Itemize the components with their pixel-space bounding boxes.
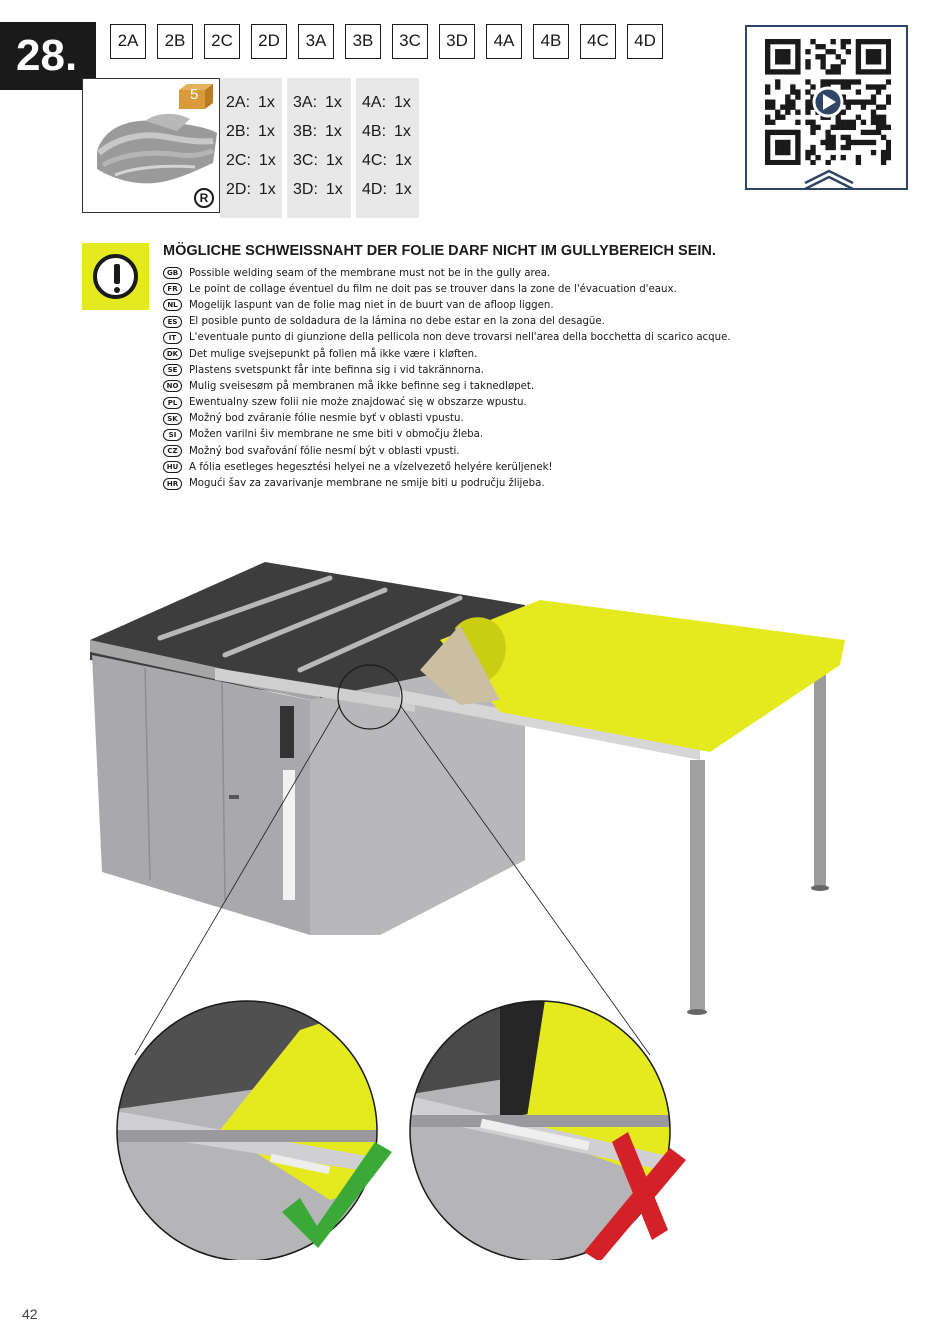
language-badge: GB (163, 267, 182, 279)
quantity-row (356, 123, 419, 152)
translation-row (163, 443, 731, 459)
quantity-row (220, 123, 282, 152)
quantity-value: 1x (394, 94, 411, 111)
variant-2b: 2B (157, 24, 193, 59)
variant-3a: 3A (298, 24, 334, 59)
quantity-value: 1x (394, 123, 411, 140)
variant-2a: 2A (110, 24, 146, 59)
variant-2c: 2C (204, 24, 240, 59)
language-badge: SI (163, 429, 182, 441)
model-label: 4D: (362, 181, 387, 198)
carton-box-icon (177, 82, 215, 114)
model-label: 4C: (362, 152, 387, 169)
model-label: 2A: (226, 94, 251, 111)
model-label: 3A: (293, 94, 318, 111)
model-label: 4B: (362, 123, 387, 140)
part-box (82, 78, 220, 213)
translation-text: Možný bod svařování fólie nesmí být v oblasti vpusti. (189, 445, 460, 457)
quantity-row (220, 94, 282, 123)
page-number: 42 (22, 1306, 38, 1322)
qr-code-box[interactable] (745, 25, 908, 190)
language-badge: CZ (163, 445, 182, 457)
assembly-illustration (0, 520, 950, 1260)
translation-row (163, 459, 731, 475)
model-label: 4A: (362, 94, 387, 111)
translation-text: Le point de collage éventuel du film ne doit pas se trouver dans la zone de l'évacuation d'eaux. (189, 283, 677, 295)
language-badge: HU (163, 461, 182, 473)
translation-text: A fólia esetleges hegesztési helyei ne a vízelvezető helyére kerüljenek! (189, 461, 553, 473)
registered-mark: R (194, 188, 214, 208)
translation-text: Ewentualny szew folii nie może znajdować się w obszarze wpustu. (189, 397, 527, 409)
quantity-value: 1x (258, 152, 276, 169)
quantity-value: 1x (258, 123, 275, 140)
quantity-value: 1x (258, 181, 276, 198)
detail-wrong (405, 995, 685, 1260)
carton-count: 5 (190, 86, 199, 103)
translation-row (163, 297, 731, 313)
translation-row (163, 330, 731, 346)
warning-headline: MÖGLICHE SCHWEISSNAHT DER FOLIE DARF NICHT IM GULLYBEREICH SEIN. (163, 243, 716, 259)
quantity-column-2 (220, 78, 282, 218)
translation-row (163, 281, 731, 297)
translation-text: L'eventuale punto di giunzione della pellicola non deve trovarsi nell'area della bocchetta di scarico acque. (189, 332, 731, 344)
variant-3d: 3D (439, 24, 475, 59)
quantity-value: 1x (325, 94, 342, 111)
translation-row (163, 265, 731, 281)
quantity-value: 1x (394, 152, 412, 169)
translation-row (163, 362, 731, 378)
quantity-column-3 (287, 78, 351, 218)
quantity-value: 1x (258, 94, 275, 111)
translation-row (163, 395, 731, 411)
variant-4b: 4B (533, 24, 569, 59)
translation-text: Mulig sveisesøm på membranen må ikke befinne seg i taknedløpet. (189, 380, 535, 392)
variant-4a: 4A (486, 24, 522, 59)
translation-row (163, 346, 731, 362)
variant-3c: 3C (392, 24, 428, 59)
translation-text: Mogući šav za zavarivanje membrane ne smije biti u području žlijeba. (189, 478, 545, 490)
model-label: 3D: (293, 181, 318, 198)
translation-text: Možen varilni šiv membrane ne sme biti v območju žleba. (189, 429, 484, 441)
quantity-value: 1x (325, 181, 343, 198)
shed (90, 562, 525, 935)
model-label: 2D: (226, 181, 251, 198)
quantity-value: 1x (325, 123, 342, 140)
model-label: 2B: (226, 123, 251, 140)
language-badge: ES (163, 316, 182, 328)
warning-icon (82, 243, 149, 310)
language-badge: PL (163, 397, 182, 409)
language-badge: HR (163, 478, 182, 490)
translation-row (163, 475, 731, 491)
play-icon[interactable] (814, 88, 842, 116)
chevron-up-icon (799, 167, 859, 189)
translation-text: El posible punto de soldadura de la lámina no debe estar en la zona del desagüe. (189, 316, 605, 328)
variant-4d: 4D (627, 24, 663, 59)
translation-text: Možný bod zváranie fólie nesmie byť v oblasti vpustu. (189, 413, 464, 425)
model-label: 3C: (293, 152, 318, 169)
translation-text: Possible welding seam of the membrane must not be in the gully area. (189, 267, 551, 279)
language-badge: NO (163, 380, 182, 392)
quantity-row (287, 181, 351, 210)
model-label: 2C: (226, 152, 251, 169)
variant-2d: 2D (251, 24, 287, 59)
quantity-value: 1x (394, 181, 412, 198)
quantity-row (287, 94, 351, 123)
translation-row (163, 411, 731, 427)
step-number: 28. (0, 22, 96, 90)
quantity-row (287, 152, 351, 181)
translation-text: Det mulige svejsepunkt på folien må ikke være i kløften. (189, 348, 478, 360)
language-badge: FR (163, 283, 182, 295)
variant-4c: 4C (580, 24, 616, 59)
language-badge: SK (163, 413, 182, 425)
translation-text: Mogelijk laspunt van de folie mag niet in de buurt van de afloop liggen. (189, 299, 554, 311)
quantity-row (220, 152, 282, 181)
translation-row (163, 427, 731, 443)
quantity-row (356, 152, 419, 181)
language-badge: DK (163, 348, 182, 360)
quantity-row (356, 94, 419, 123)
qr-code[interactable] (765, 39, 891, 165)
quantity-value: 1x (325, 152, 343, 169)
model-label: 3B: (293, 123, 318, 140)
language-badge: IT (163, 332, 182, 344)
translation-list (163, 265, 731, 492)
language-badge: NL (163, 299, 182, 311)
quantity-row (356, 181, 419, 210)
quantity-row (287, 123, 351, 152)
exclamation-icon (93, 254, 138, 299)
quantity-column-4 (356, 78, 419, 218)
translation-text: Plastens svetspunkt får inte befinna sig i vid takrännorna. (189, 364, 484, 376)
translation-row (163, 314, 731, 330)
quantity-row (220, 181, 282, 210)
translation-row (163, 378, 731, 394)
variant-3b: 3B (345, 24, 381, 59)
variant-list (110, 24, 663, 59)
language-badge: SE (163, 364, 182, 376)
